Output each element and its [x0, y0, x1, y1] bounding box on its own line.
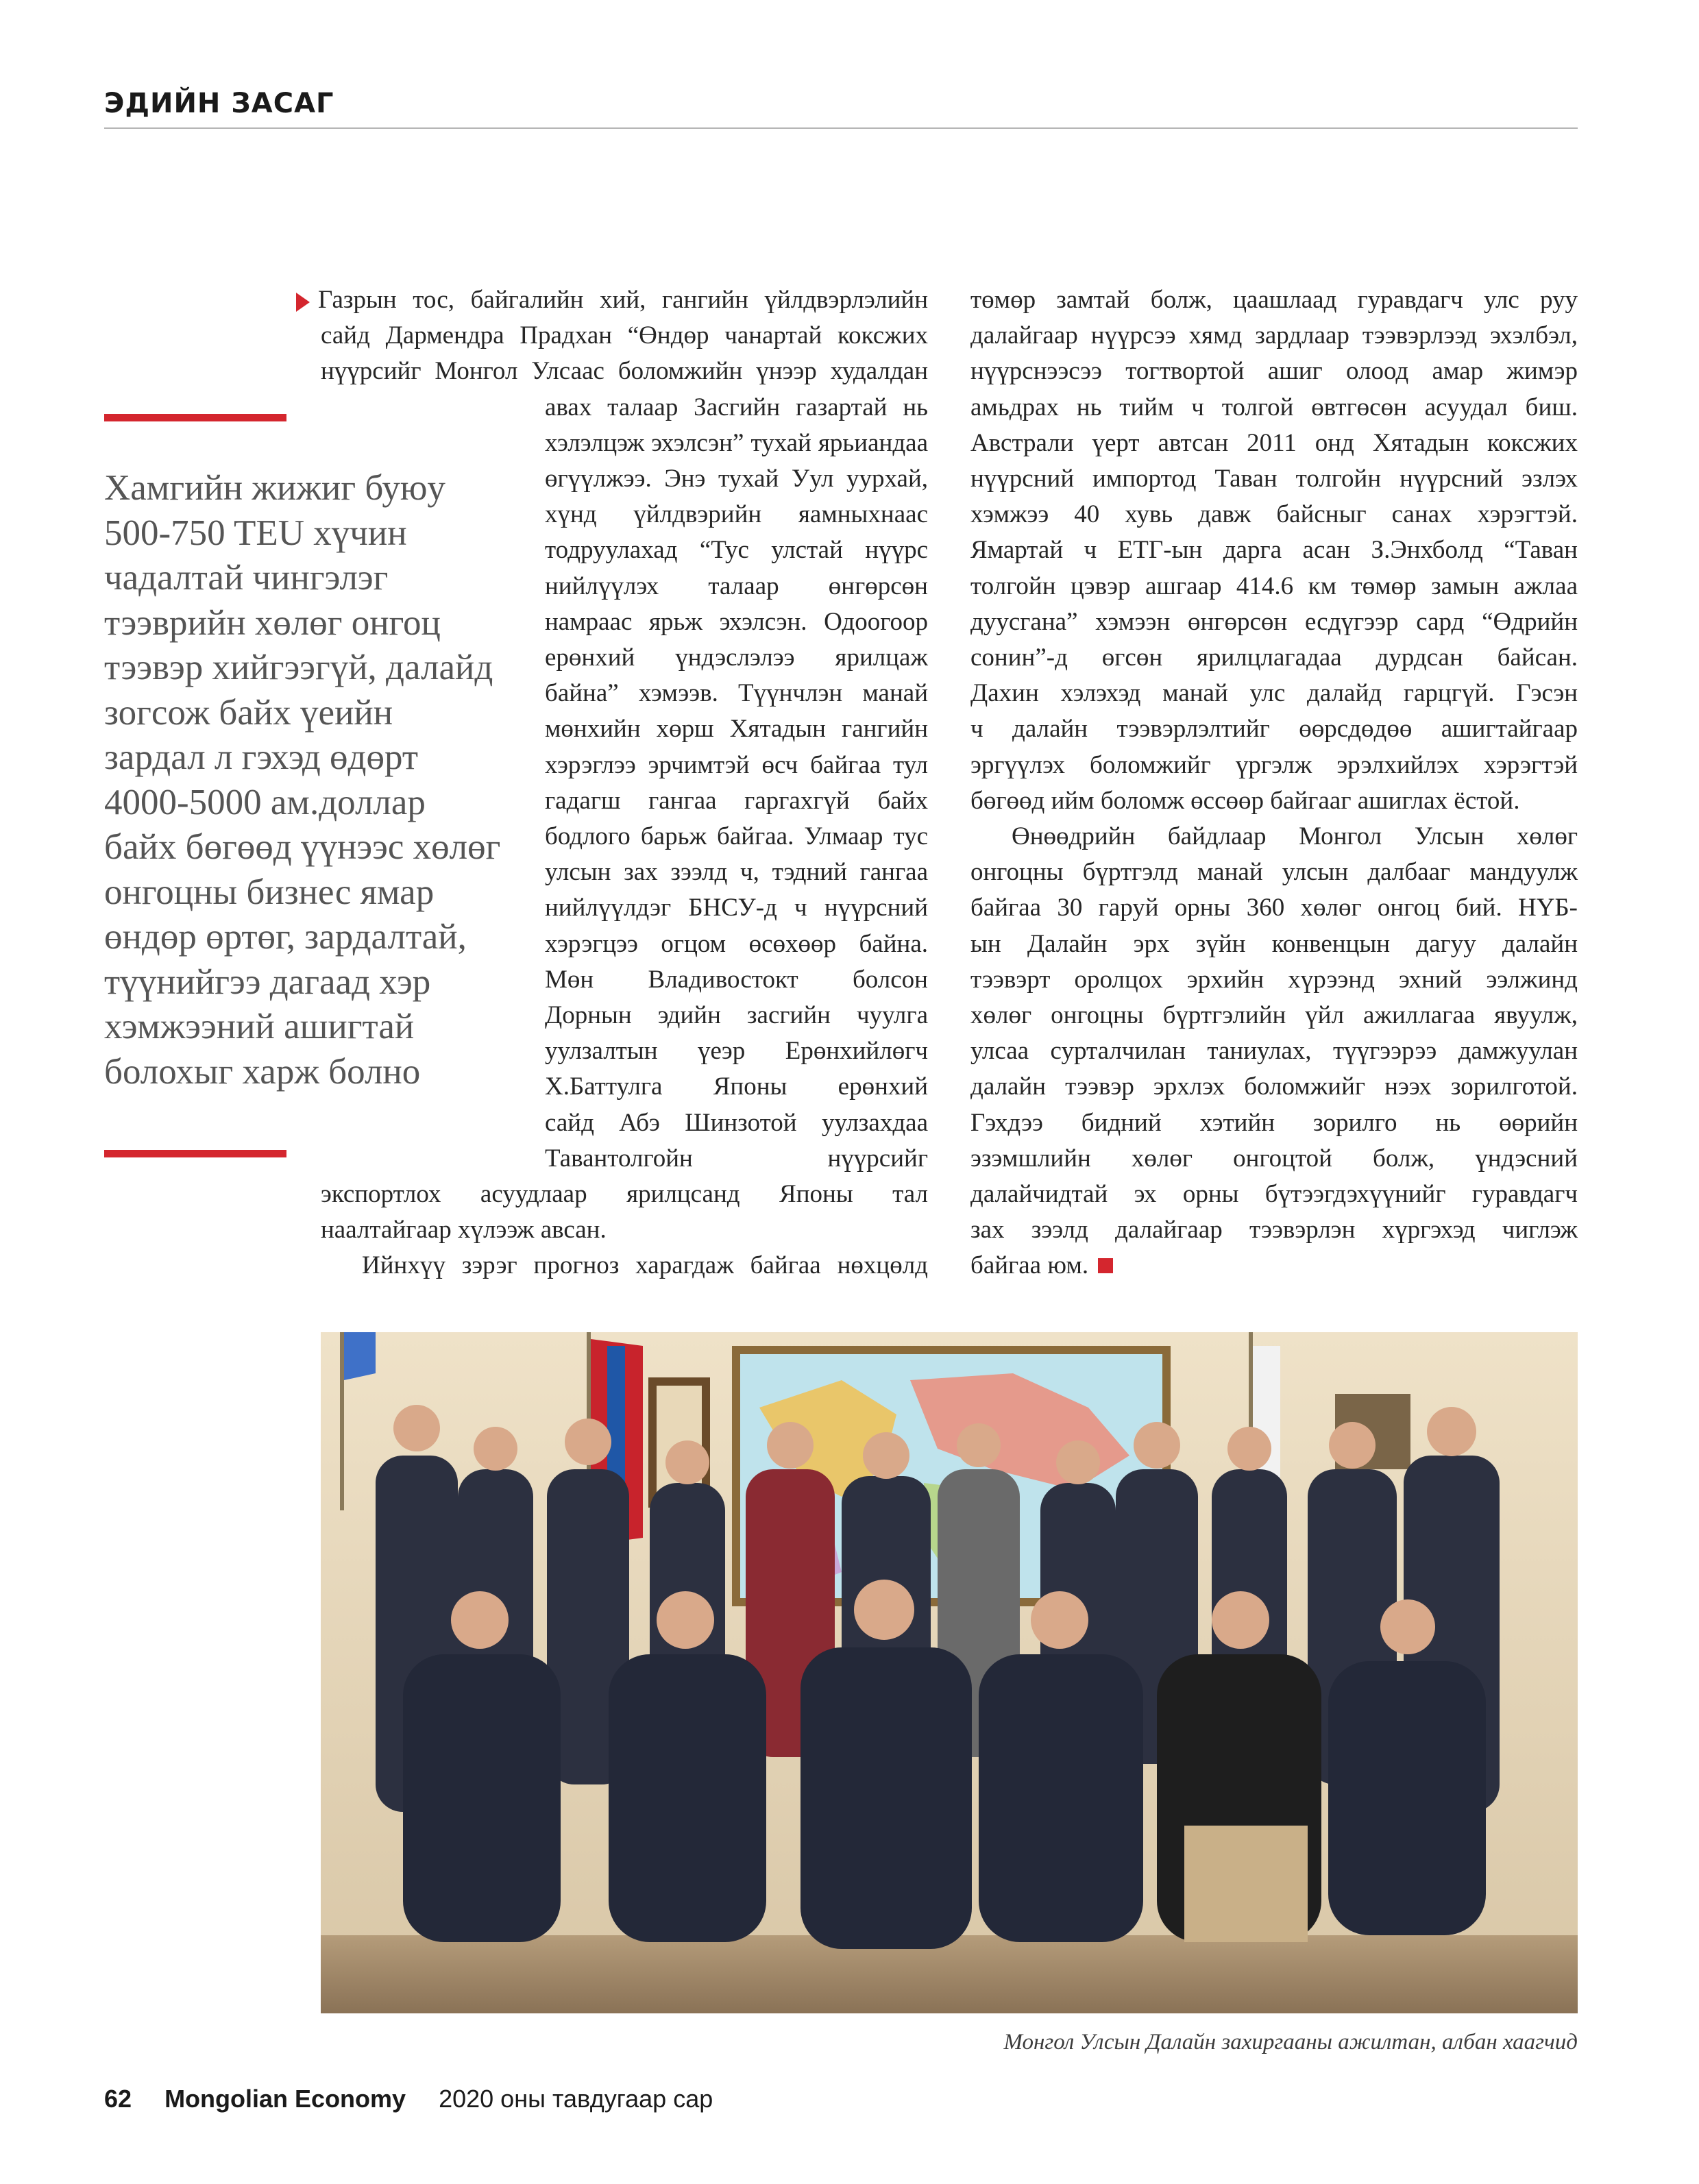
- body-line: эзэмшлийн хөлөг онгоцтой болж, үндэсний: [970, 1144, 1578, 1173]
- body-line: экспортлох асуудлаар ярилцсанд Японы тал: [321, 1180, 928, 1208]
- pullquote-line: түүнийгээ дагаад хэр: [104, 961, 431, 1002]
- body-line: намраас ярьж эхэлсэн. Одоогоор: [545, 607, 928, 636]
- pullquote-line: байх бөгөөд үүнээс хөлөг: [104, 827, 501, 867]
- column1-top: [296, 282, 928, 390]
- page-number: 62: [104, 2085, 132, 2113]
- column2: [970, 282, 1578, 1284]
- pullquote-line: 500-750 TEU хүчин: [104, 513, 407, 553]
- body-line: тодруулахад “Тус улстай нүүрс: [545, 536, 928, 565]
- pullquote-top-rule: [104, 414, 286, 421]
- pullquote-line: тээврийн хөлөг онгоц: [104, 602, 441, 643]
- pullquote-bottom-rule: [104, 1150, 286, 1157]
- section-header: ЭДИЙН ЗАСАГ: [104, 88, 334, 119]
- pullquote-line: онгоцны бизнес ямар: [104, 872, 435, 912]
- pullquote-line: Хамгийн жижиг буюу: [104, 468, 445, 508]
- body-line: төмөр замтай болж, цаашлаад гуравдагч улс руу: [970, 286, 1578, 314]
- column1-bottom: [321, 1177, 928, 1284]
- body-line: байна” хэмээв. Түүнчлэн манай: [545, 679, 928, 708]
- body-line: Газрын тос, байгалийн хий, гангийн үйлдвэрлэлийн: [296, 282, 928, 318]
- body-line: улсын зах зээлд ч, тэдний гангаа: [545, 858, 928, 887]
- body-line: тээвэрт оролцох эрхийн хүрээнд эхний ээлжинд: [970, 965, 1578, 994]
- body-line: гадагш гангаа гаргахгүй байх: [545, 786, 928, 815]
- body-line: сайд Абэ Шинзотой уулзахдаа: [545, 1108, 928, 1137]
- body-line: бөгөөд ийм боломж өссөөр байгааг ашиглах ёстой.: [970, 786, 1520, 815]
- body-line: бодлого барьж байгаа. Улмаар тус: [545, 822, 928, 851]
- body-line: нийлүүлдэг БНСУ-д ч нүүрсний: [545, 894, 928, 922]
- pullquote-line: чадалтай чингэлэг: [104, 558, 389, 598]
- pullquote-line: тээвэр хийгээгүй, далайд: [104, 648, 493, 687]
- group-photo-illustration: [321, 1332, 1578, 2013]
- body-line: ерөнхий үндэслэлээ ярилцаж: [545, 643, 928, 672]
- end-of-article-icon: [1098, 1258, 1113, 1273]
- column1-narrow: [545, 390, 928, 1177]
- body-line: уулзалтын үеэр Ерөнхийлөгч: [545, 1037, 928, 1066]
- body-line: далайчидтай эх орны бүтээгдэхүүнийг гуравдагч: [970, 1180, 1578, 1209]
- body-line: нийлүүлэх талаар өнгөрсөн: [545, 572, 928, 600]
- magazine-name: Mongolian Economy: [164, 2085, 406, 2113]
- body-line: байгаа 30 гаруй орны 360 хөлөг онгоц бий. НҮБ-: [970, 894, 1578, 922]
- pullquote-line: зогсож байх үеийн: [104, 692, 393, 733]
- body-line: далайн тээвэр эрхлэх боломжийг нээх зорилготой.: [970, 1072, 1578, 1101]
- pullquote: [104, 466, 529, 1094]
- body-line: Дахин хэлэхэд манай улс далайд гарцгүй. Гэсэн: [970, 679, 1578, 708]
- body-line: Австрали үерт автсан 2011 онд Хятадын коксжих: [970, 428, 1578, 457]
- body-line: наалтайгаар хүлээж авсан.: [321, 1216, 607, 1244]
- body-line: хэрэгцээ огцом өсөхөөр байна.: [545, 929, 928, 958]
- pullquote-line: зардал л гэхэд өдөрт: [104, 737, 418, 777]
- body-line: далайгаар нүүрсээ хямд зардлаар тээвэрлээд эхэлбэл,: [970, 321, 1578, 350]
- body-line: Дорнын эдийн засгийн чуулга: [545, 1001, 928, 1030]
- header-rule: [104, 127, 1578, 129]
- body-line: Тавантолгойн нүүрсийг: [545, 1144, 928, 1173]
- body-line: байгаа юм.: [970, 1248, 1578, 1284]
- paragraph-marker-icon: [296, 293, 310, 312]
- body-line: авах талаар Засгийн газартай нь: [545, 393, 928, 421]
- body-line: хэлэлцэж эхэлсэн” тухай ярьиандаа: [545, 428, 928, 457]
- body-line: өгүүлжээ. Энэ тухай Уул уурхай,: [545, 465, 928, 493]
- body-line: Х.Баттулга Японы ерөнхий: [545, 1072, 928, 1101]
- issue-date: 2020 оны тавдугаар сар: [439, 2085, 713, 2113]
- body-line: Гэхдээ бидний хэтийн зорилго нь өөрийн: [970, 1108, 1578, 1137]
- body-line: сайд Дармендра Прадхан “Өндөр чанартай коксжих: [321, 321, 928, 350]
- pullquote-line: өндөр өртөг, зардалтай,: [104, 917, 467, 957]
- body-line: ын Далайн эрх зүйн конвенцын дагуу далайн: [970, 929, 1578, 958]
- group-photo: [321, 1332, 1578, 2013]
- photo-caption: Монгол Улсын Далайн захиргааны ажилтан, албан хаагчид: [1003, 2030, 1578, 2054]
- body-line: сонин”-д өгсөн ярилцлагадаа дурдсан байсан.: [970, 643, 1578, 672]
- body-line: амьдрах нь тийм ч толгой өвтгөсөн асуудал биш.: [970, 393, 1578, 421]
- body-line: онгоцны бүртгэлд манай улсын далбааг мандуулж: [970, 858, 1578, 887]
- page-footer: [104, 2085, 713, 2113]
- body-line: толгойн цэвэр ашгаар 414.6 км төмөр замын ажлаа: [970, 572, 1578, 600]
- body-line: нүүрснээсээ тогтвортой ашиг олоод амар жимэр: [970, 357, 1578, 386]
- body-line: Мөн Владивостокт болсон: [545, 965, 928, 994]
- body-line: эргүүлэх боломжийг үргэлж эрэлхийлэх хэрэгтэй: [970, 750, 1578, 779]
- body-line: ч далайн тээвэрлэлтийг өөрсдөдөө ашигтайгаар: [970, 715, 1578, 744]
- body-line: зах зээлд далайгаар тээвэрлэн хүргэхэд чиглэж: [970, 1216, 1578, 1244]
- pullquote-line: болохыг харж болно: [104, 1051, 421, 1092]
- body-line: хэрэглээ эрчимтэй өсч байгаа тул: [545, 750, 928, 779]
- body-line: нүүрсийг Монгол Улсаас боломжийн үнээр худалдан: [321, 357, 928, 386]
- body-line: мөнхийн хөрш Хятадын гангийн: [545, 715, 928, 744]
- body-line: Өнөөдрийн байдлаар Монгол Улсын хөлөг: [1012, 822, 1578, 851]
- body-line: нүүрсний импортод Таван толгойн нүүрсний эзлэх: [970, 465, 1578, 493]
- body-line: Ямартай ч ЕТГ-ын дарга асан З.Энхболд “Таван: [970, 536, 1578, 565]
- body-line: Ийнхүү зэрэг прогноз харагдаж байгаа нөхцөлд: [362, 1251, 928, 1280]
- pullquote-line: 4000-5000 ам.доллар: [104, 782, 426, 822]
- pullquote-line: хэмжээний ашигтай: [104, 1007, 415, 1046]
- body-line: улсаа сурталчилан таниулах, түүгээрээ дамжуулан: [970, 1037, 1578, 1066]
- body-line: хэмжээ 40 хувь давж байсныг санах хэрэгтэй.: [970, 500, 1578, 529]
- body-line: дуусгана” хэмээн өнгөрсөн есдүгээр сард “Өдрийн: [970, 607, 1578, 636]
- body-line: хүнд үйлдвэрийн яамныхнаас: [545, 500, 928, 529]
- body-line: хөлөг онгоцны бүртгэлийн үйл ажиллагаа явуулж,: [970, 1001, 1578, 1030]
